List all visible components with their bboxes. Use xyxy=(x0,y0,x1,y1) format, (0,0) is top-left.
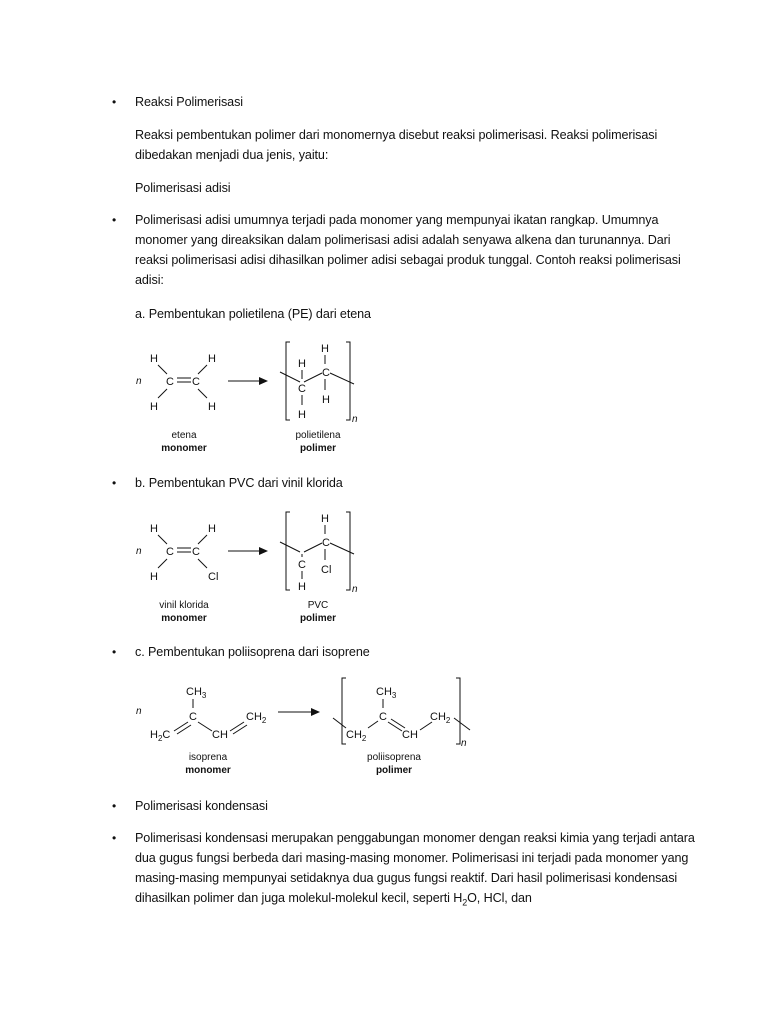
methylene-group: $H_2C$ xyxy=(150,729,171,743)
atom-cl: Cl xyxy=(208,571,219,583)
polymer-name: polietilena xyxy=(295,430,341,441)
section-heading: Reaksi Polimerisasi xyxy=(135,95,243,109)
atom-h: H xyxy=(208,353,216,365)
atom-h: H xyxy=(322,394,330,406)
pvc-reaction-scheme xyxy=(128,506,368,628)
kondensasi-subscript: 2 xyxy=(462,897,468,908)
atom-c: C xyxy=(322,367,330,379)
atom-c: C xyxy=(166,546,174,558)
adisi-heading: Polimerisasi adisi xyxy=(135,181,231,195)
methylene-group: $CH_2$ xyxy=(246,711,267,725)
bullet: • xyxy=(112,799,117,813)
atom-c: C xyxy=(298,559,306,571)
methyl-group: $CH_3$ xyxy=(376,686,397,700)
atom-c: C xyxy=(189,711,197,723)
atom-h: H xyxy=(150,523,158,535)
atom-c: C xyxy=(192,376,200,388)
methylene-group: $CH_2$ xyxy=(346,729,367,743)
atom-c: C xyxy=(192,546,200,558)
atom-c: C xyxy=(166,376,174,388)
atom-h: H xyxy=(150,401,158,413)
kondensasi-text-1: Polimerisasi kondensasi merupakan penggabungan monomer dengan reaksi kimia yang terjadi antara dua gugus fungsi berbeda dari masing-masing monomer. Polimerisasi ini terjadi pada monomer yang masing-masing mempunyai setidaknya dua gugus fungsi reaktif. Dari hasil polimerisasi kondensasi dihasilkan polimer dan juga molekul-molekul kecil, seperti H xyxy=(135,831,695,905)
atom-h: H xyxy=(298,409,306,421)
atom-h: H xyxy=(150,571,158,583)
subscript-n: n xyxy=(352,414,358,425)
monomer-label: monomer xyxy=(161,443,207,454)
subscript-n: n xyxy=(352,584,358,595)
atom-h: H xyxy=(298,358,306,370)
methyl-group: $CH_3$ xyxy=(186,686,207,700)
methine-group: CH xyxy=(402,729,418,741)
bullet: • xyxy=(112,476,117,490)
atom-c: C xyxy=(379,711,387,723)
coefficient-n: n xyxy=(136,546,142,557)
intro-paragraph: Reaksi pembentukan polimer dari monomernya disebut reaksi polimerisasi. Reaksi polimerisasi dibedakan menjadi dua jenis, yaitu: xyxy=(135,128,658,162)
atom-c: C xyxy=(298,383,306,395)
bullet: • xyxy=(112,95,117,109)
atom-h: H xyxy=(208,523,216,535)
kondensasi-paragraph xyxy=(135,828,695,913)
atom-cl: Cl xyxy=(321,564,332,576)
kondensasi-text-2: O, HCl, dan xyxy=(467,891,532,905)
atom-h: H xyxy=(321,343,329,355)
subscript-n: n xyxy=(461,738,467,749)
bullet: • xyxy=(112,831,117,845)
monomer-label: monomer xyxy=(185,765,231,776)
polymer-label: polimer xyxy=(299,443,337,454)
atom-h: H xyxy=(208,401,216,413)
adisi-paragraph: Polimerisasi adisi umumnya terjadi pada monomer yang mempunyai ikatan rangkap. Umumnya monomer yang direaksikan dalam polimerisasi adisi adalah senyawa alkena dan turunannya. Dari reaksi polimerisasi adisi dihasilkan polimer adisi sebagai produk tunggal. Contoh reaksi polimerisasi adisi: xyxy=(135,213,681,287)
example-a-title: a. Pembentukan polietilena (PE) dari etena xyxy=(135,307,371,321)
polyethylene-reaction-scheme xyxy=(128,336,368,458)
kondensasi-heading: Polimerisasi kondensasi xyxy=(135,799,268,813)
monomer-name: vinil klorida xyxy=(159,600,209,611)
methylene-group: $CH_2$ xyxy=(430,711,451,725)
monomer-name: isoprena xyxy=(188,752,228,763)
coefficient-n: n xyxy=(136,706,142,717)
polyisoprene-reaction-scheme xyxy=(128,676,488,784)
bullet: • xyxy=(112,645,117,659)
bullet: • xyxy=(112,213,117,227)
polymer-label: polimer xyxy=(375,765,413,776)
monomer-label: monomer xyxy=(161,613,207,624)
example-b-title: b. Pembentukan PVC dari vinil klorida xyxy=(135,476,343,490)
atom-c: C xyxy=(322,537,330,549)
atom-h: H xyxy=(150,353,158,365)
polymer-name: poliisoprena xyxy=(367,752,421,763)
monomer-name: etena xyxy=(171,430,197,441)
polymer-name: PVC xyxy=(307,600,329,611)
atom-h: H xyxy=(298,581,306,593)
atom-h: H xyxy=(321,513,329,525)
polymer-label: polimer xyxy=(299,613,337,624)
example-c-title: c. Pembentukan poliisoprena dari isoprene xyxy=(135,645,370,659)
coefficient-n: n xyxy=(136,376,142,387)
methine-group: CH xyxy=(212,729,228,741)
